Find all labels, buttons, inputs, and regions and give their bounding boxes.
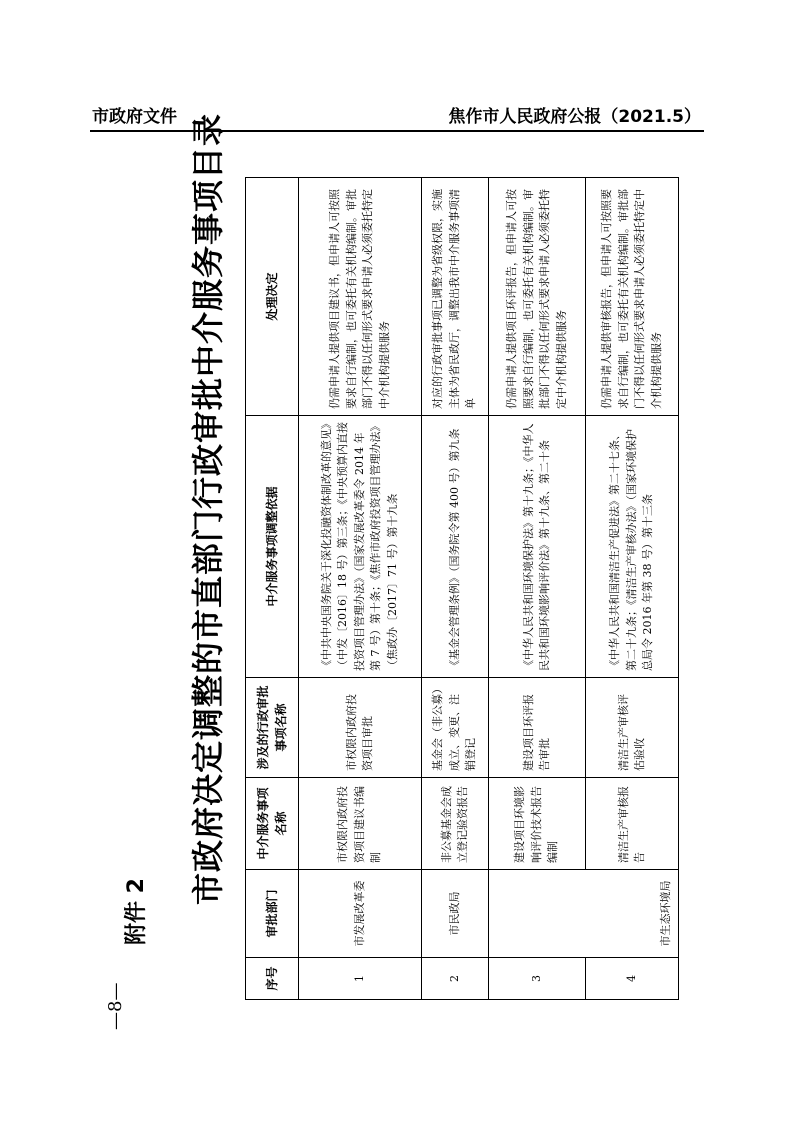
table-row (489, 178, 586, 1000)
cell-service: 市权限内政府投资项目建议书编制 (299, 778, 422, 870)
page-number: —8— (105, 982, 126, 1030)
cell-basis: 《中华人民共和国清洁生产促进法》第二十七条、第二十九条；《清洁生产审核办法》（国家环境保护总局令 2016 年第 38 号）第十三条 (586, 416, 679, 678)
header-no: 序号 (246, 958, 299, 1000)
cell-decision: 对应的行政审批事项已调整为省级权限，实施主体为省民政厅，调整出我市中介服务事项清单 (422, 178, 489, 416)
cell-no: 3 (489, 958, 586, 1000)
header-dept: 审批部门 (246, 870, 299, 958)
table-row (299, 178, 422, 1000)
cell-service: 非公募基金会成立登记验资报告 (422, 778, 489, 870)
cell-approval: 清洁生产审核评估验收 (586, 678, 679, 778)
cell-approval: 建设项目环评报告审批 (489, 678, 586, 778)
page-title: 市政府决定调整的市直部门行政审批中介服务事项目录 (189, 112, 227, 905)
cell-decision: 仍需申请人提供项目建议书，但申请人可按照要求自行编制，也可委托有关机构编制。审批部门不得以任何形式要求申请人必须委托特定中介机构提供服务 (299, 178, 422, 416)
cell-basis: 《中共中央国务院关于深化投融资体制改革的意见》（中发〔2016〕18 号）第三条；《中央预算内直接投资项目管理办法》（国家发展改革委令 2014 年第 7 号）第十条；《焦作市政府投资项目管理办法》（焦政办〔2017〕71 号）第十九条 (299, 416, 422, 678)
cell-approval: 市权限内政府投资项目审批 (299, 678, 422, 778)
cell-basis: 《基金会管理条例》（国务院令第 400 号）第九条 (422, 416, 489, 678)
cell-no: 1 (299, 958, 422, 1000)
cell-basis: 《中华人民共和国环境保护法》第十九条；《中华人民共和国环境影响评价法》第十九条、第二十条 (489, 416, 586, 678)
cell-approval: 基金会（非公募）成立、变更、注销登记 (422, 678, 489, 778)
service-items-table (245, 177, 679, 1000)
table-row (422, 178, 489, 1000)
header-publication: 焦作市人民政府公报（2021.5） (448, 107, 701, 127)
cell-dept: 市生态环境局 (489, 870, 679, 958)
header-decision: 处理决定 (246, 178, 299, 416)
cell-dept: 市民政局 (422, 870, 489, 958)
cell-service: 清洁生产审核报告 (586, 778, 679, 870)
header-approval: 涉及的行政审批事项名称 (246, 678, 299, 778)
table-header-row (246, 178, 299, 1000)
cell-no: 4 (586, 958, 679, 1000)
cell-service: 建设项目环境影响评价技术报告编制 (489, 778, 586, 870)
header-service: 中介服务事项名称 (246, 778, 299, 870)
cell-decision: 仍需申请人提供审核报告，但申请人可按照要求自行编制，也可委托有关机构编制。审批部门不得以任何形式要求申请人必须委托特定中介机构提供服务 (586, 178, 679, 416)
cell-decision: 仍需申请人提供项目环评报告，但申请人可按照要求自行编制，也可委托有关机构编制。审批部门不得以任何形式要求申请人必须委托特定中介机构提供服务 (489, 178, 586, 416)
header-document-type: 市政府文件 (92, 107, 177, 127)
attachment-label: 附件 2 (124, 878, 149, 945)
header-basis: 中介服务事项调整依据 (246, 416, 299, 678)
cell-dept: 市发展改革委 (299, 870, 422, 958)
cell-no: 2 (422, 958, 489, 1000)
